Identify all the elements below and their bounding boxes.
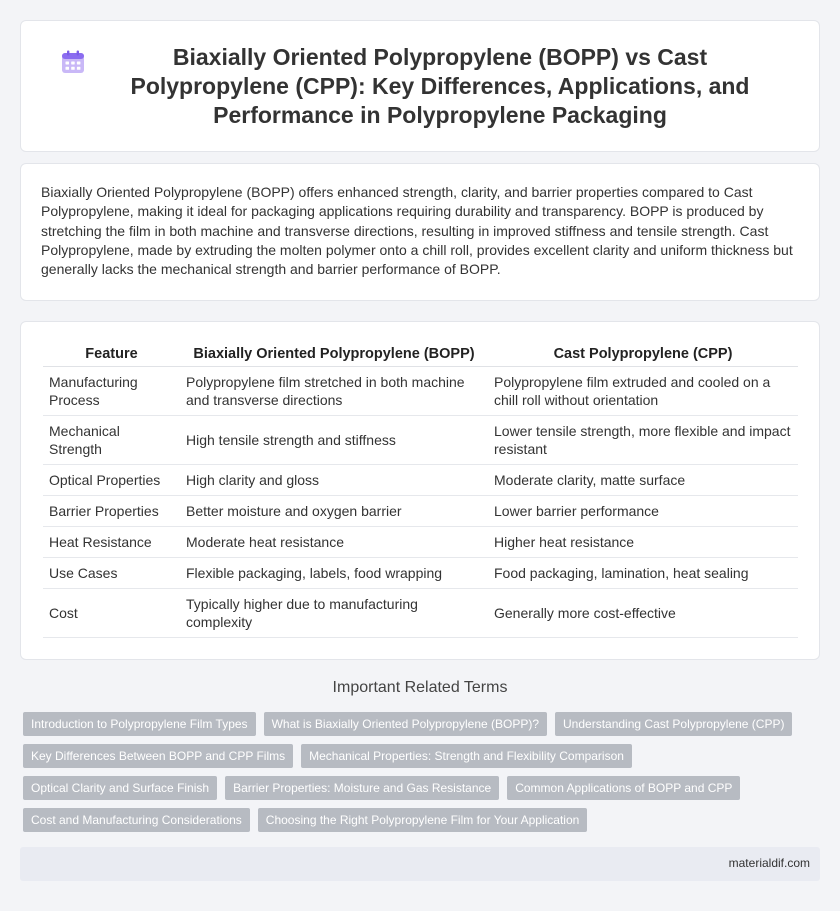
feature-cell: Optical Properties [43, 465, 180, 496]
feature-cell: Use Cases [43, 558, 180, 589]
related-term-tag[interactable]: Introduction to Polypropylene Film Types [23, 712, 256, 736]
title-card [20, 20, 820, 152]
bopp-cell: Flexible packaging, labels, food wrapping [180, 558, 488, 589]
footer [20, 847, 820, 881]
related-term-tag[interactable]: Choosing the Right Polypropylene Film for Your Application [258, 808, 588, 832]
comparison-table-card [20, 321, 820, 660]
table-row [43, 527, 798, 558]
header-cpp: Cast Polypropylene (CPP) [488, 340, 798, 367]
related-term-tag[interactable]: Cost and Manufacturing Considerations [23, 808, 250, 832]
related-term-tag[interactable]: Barrier Properties: Moisture and Gas Resistance [225, 776, 499, 800]
related-term-tag[interactable]: Common Applications of BOPP and CPP [507, 776, 740, 800]
feature-cell: Mechanical Strength [43, 416, 180, 465]
intro-card [20, 163, 820, 301]
table-row [43, 558, 798, 589]
table-row [43, 367, 798, 416]
table-row [43, 416, 798, 465]
bopp-cell: Better moisture and oxygen barrier [180, 496, 488, 527]
cpp-cell: Higher heat resistance [488, 527, 798, 558]
comparison-table [43, 340, 798, 638]
related-terms-list [23, 712, 823, 840]
related-term-tag[interactable]: Optical Clarity and Surface Finish [23, 776, 217, 800]
table-header-row [43, 340, 798, 367]
cpp-cell: Polypropylene film extruded and cooled on a chill roll without orientation [488, 367, 798, 416]
feature-cell: Cost [43, 589, 180, 638]
cpp-cell: Generally more cost-effective [488, 589, 798, 638]
cpp-cell: Food packaging, lamination, heat sealing [488, 558, 798, 589]
cpp-cell: Moderate clarity, matte surface [488, 465, 798, 496]
bopp-cell: High tensile strength and stiffness [180, 416, 488, 465]
table-row [43, 465, 798, 496]
intro-paragraph: Biaxially Oriented Polypropylene (BOPP) offers enhanced strength, clarity, and barrier properties compared to Cast Polypropylene, making it ideal for packaging applications requiring durability and transparency. BOPP is produced by stretching the film in both machine and transverse directions, resulting in improved stiffness and tensile strength. Cast Polypropylene, made by extruding the molten polymer onto a chill roll, provides excellent clarity and uniform thickness but generally lacks the mechanical strength and barrier performance of BOPP. [41, 184, 793, 278]
bopp-cell: Moderate heat resistance [180, 527, 488, 558]
feature-cell: Manufacturing Process [43, 367, 180, 416]
bopp-cell: High clarity and gloss [180, 465, 488, 496]
related-terms-title: Important Related Terms [332, 679, 508, 696]
related-term-tag[interactable]: Mechanical Properties: Strength and Flexibility Comparison [301, 744, 632, 768]
bopp-cell: Polypropylene film stretched in both machine and transverse directions [180, 367, 488, 416]
table-row [43, 496, 798, 527]
page-title: Biaxially Oriented Polypropylene (BOPP) vs Cast Polypropylene (CPP): Key Differences, Applications, and Performance in Polypropylene Packaging [130, 43, 750, 128]
feature-cell: Barrier Properties [43, 496, 180, 527]
cpp-cell: Lower tensile strength, more flexible and impact resistant [488, 416, 798, 465]
related-term-tag[interactable]: Understanding Cast Polypropylene (CPP) [555, 712, 792, 736]
cpp-cell: Lower barrier performance [488, 496, 798, 527]
footer-site-link[interactable]: materialdif.com [728, 856, 810, 870]
calendar-grid-icon [60, 49, 86, 75]
related-term-tag[interactable]: Key Differences Between BOPP and CPP Films [23, 744, 293, 768]
table-row [43, 589, 798, 638]
bopp-cell: Typically higher due to manufacturing complexity [180, 589, 488, 638]
feature-cell: Heat Resistance [43, 527, 180, 558]
header-bopp: Biaxially Oriented Polypropylene (BOPP) [180, 340, 488, 367]
related-term-tag[interactable]: What is Biaxially Oriented Polypropylene (BOPP)? [264, 712, 547, 736]
header-feature: Feature [43, 340, 180, 367]
